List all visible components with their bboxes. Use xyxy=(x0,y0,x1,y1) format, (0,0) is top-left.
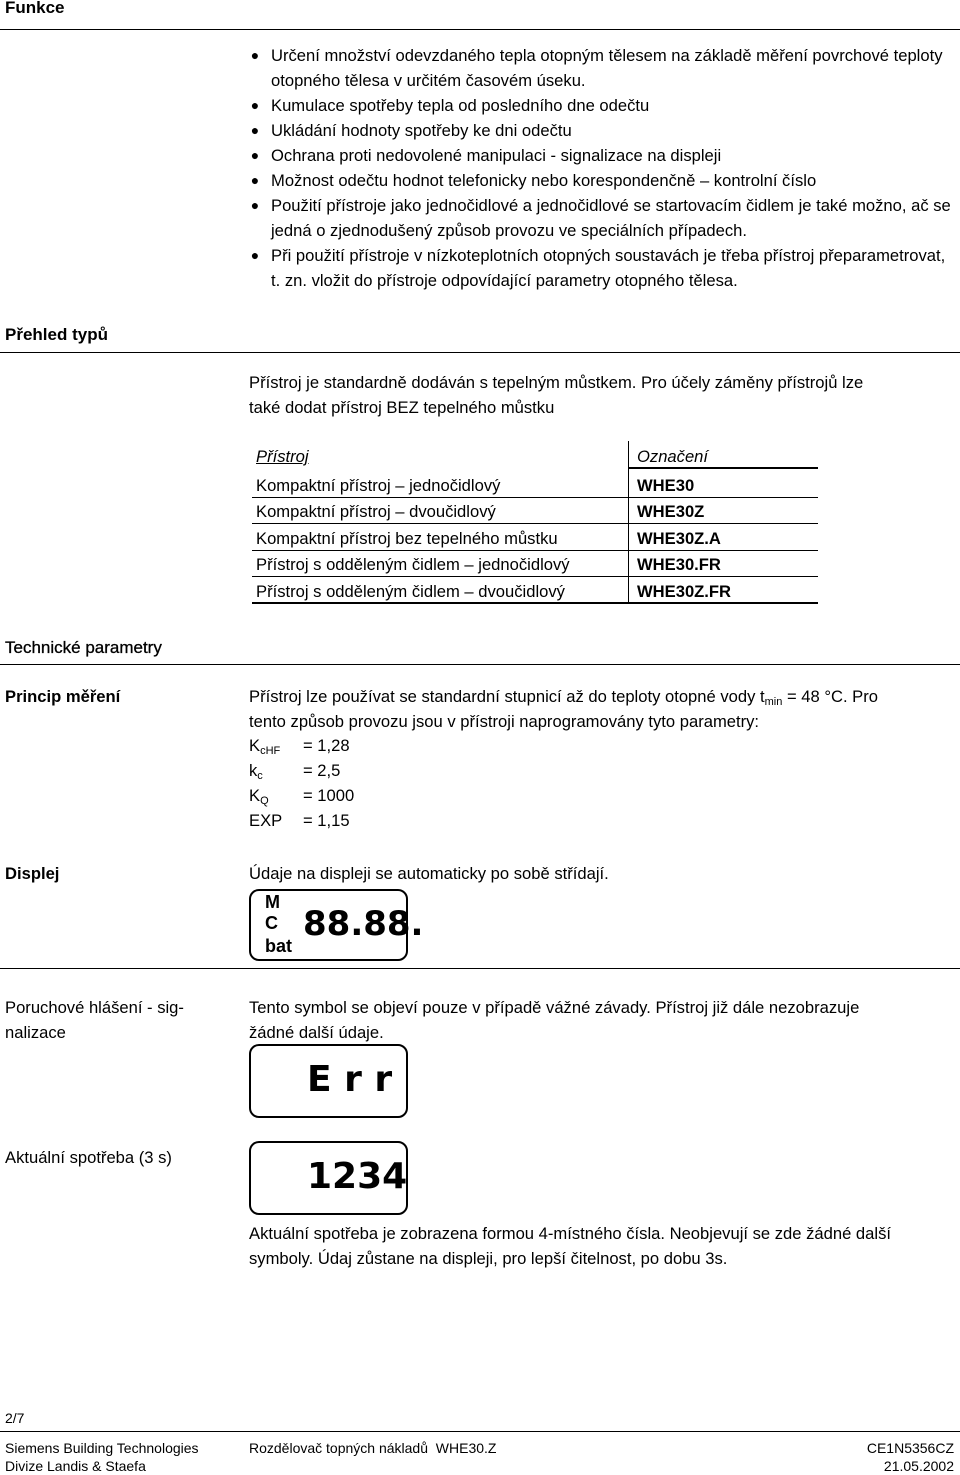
lcd-display-consumption xyxy=(249,1141,408,1215)
footer-divider xyxy=(0,1431,960,1432)
section-technicke-heading: Technické parametry xyxy=(5,638,162,657)
list-item-text: Určení množství odevzdaného tepla otopným tělesem na základě měření povrchové teploty otopného tělesa v určitém časovém úseku. xyxy=(271,46,943,90)
footer-doc-id: CE1N5356CZ xyxy=(866,1440,954,1456)
princip-text-1a: Přístroj lze používat se standardní stupnicí až do teploty otopné vody t xyxy=(249,687,765,706)
funkce-list xyxy=(250,43,955,293)
bullet-icon: ● xyxy=(250,122,260,138)
porucha-label-line-2: nalizace xyxy=(5,1023,66,1042)
list-item xyxy=(250,118,955,143)
bullet-icon: ● xyxy=(250,247,260,263)
table-cell-device: Kompaktní přístroj bez tepelného můstku xyxy=(256,529,558,548)
list-item-text: Použití přístroje jako jednočidlové a jednočidlové se startovacím čidlem je také možno, ač se jedná o zjednodušený způsob provozu ve speciálních případech. xyxy=(271,196,951,240)
table-cell-code: WHE30.FR xyxy=(637,555,721,574)
lcd-indicator-c: C xyxy=(265,913,278,933)
section-prehled-heading: Přehled typů xyxy=(5,325,108,344)
table-cell-code: WHE30 xyxy=(637,476,695,495)
table-cell-device: Kompaktní přístroj – jednočidlový xyxy=(256,476,501,495)
porucha-text-line-1: Tento symbol se objeví pouze v případě vážné závady. Přístroj již dále nezobrazuje xyxy=(249,998,860,1017)
footer-date: 21.05.2002 xyxy=(883,1458,954,1474)
table-header-rule xyxy=(628,467,818,469)
param-symbol: k xyxy=(249,761,258,780)
spotreba-text-line-2: symboly. Údaj zůstane na displeji, pro lepší čitelnost, po dobu 3s. xyxy=(249,1249,728,1268)
section-divider xyxy=(0,664,960,665)
bullet-icon: ● xyxy=(250,47,260,63)
spotreba-label: Aktuální spotřeba (3 s) xyxy=(5,1148,172,1167)
lcd-error-text: E r r xyxy=(307,1059,393,1100)
displej-label: Displej xyxy=(5,864,60,883)
footer-product: Rozdělovač topných nákladů WHE30.Z xyxy=(249,1440,497,1456)
table-cell-device: Přístroj s odděleným čidlem – dvoučidlový xyxy=(256,582,565,601)
param-subscript: c xyxy=(257,770,263,782)
list-item-text: Kumulace spotřeby tepla od posledního dne odečtu xyxy=(271,96,650,115)
princip-text-sub: min xyxy=(764,696,783,708)
list-item-text: Možnost odečtu hodnot telefonicky nebo korespondenčně – kontrolní číslo xyxy=(271,171,817,190)
list-item xyxy=(250,168,955,193)
list-item xyxy=(250,143,955,168)
princip-text-1b: = 48 °C. Pro xyxy=(782,687,879,706)
lcd-consumption-value: 1234 xyxy=(307,1156,408,1197)
param-name xyxy=(249,761,263,782)
table-row-rule xyxy=(252,576,818,577)
table-cell-code: WHE30Z.FR xyxy=(637,582,732,601)
param-value: = 1000 xyxy=(303,786,355,805)
param-symbol: K xyxy=(249,736,261,755)
list-item xyxy=(250,193,955,243)
porucha-label-line-1: Poruchové hlášení - sig- xyxy=(5,998,184,1017)
param-subscript: Q xyxy=(260,795,269,807)
table-row-rule xyxy=(252,523,818,524)
param-name xyxy=(249,811,282,831)
param-name xyxy=(249,786,269,807)
bullet-icon: ● xyxy=(250,172,260,188)
section-divider xyxy=(0,968,960,969)
param-value: = 2,5 xyxy=(303,761,341,780)
table-cell-device: Kompaktní přístroj – dvoučidlový xyxy=(256,502,496,521)
param-subscript: cHF xyxy=(260,745,281,757)
param-value: = 1,28 xyxy=(303,736,350,755)
displej-text: Údaje na displeji se automaticky po sobě střídají. xyxy=(249,864,609,883)
table-row-rule xyxy=(252,497,818,498)
footer-division: Divize Landis & Staefa xyxy=(5,1458,146,1474)
footer-company: Siemens Building Technologies xyxy=(5,1440,199,1456)
lcd-display-all-segments xyxy=(249,889,424,961)
table-cell-device: Přístroj s odděleným čidlem – jednočidlový xyxy=(256,555,570,574)
param-symbol: K xyxy=(249,786,261,805)
princip-text-line-2: tento způsob provozu jsou v přístroji naprogramovány tyto parametry: xyxy=(249,712,760,731)
list-item-text: Ochrana proti nedovolené manipulaci - signalizace na displeji xyxy=(271,146,722,165)
section-divider xyxy=(0,29,960,30)
list-item-text: Při použití přístroje v nízkoteplotních otopných soustavách je třeba přístroj přeparametrovat, t. zn. vložit do přístroje odpovídající parametry otopného tělesa. xyxy=(271,246,946,290)
lcd-digits: 88.88. xyxy=(303,904,424,944)
table-cell-code: WHE30Z xyxy=(637,502,705,521)
princip-label: Princip měření xyxy=(5,687,121,706)
lcd-indicator-bat: bat xyxy=(265,936,292,956)
param-symbol: EXP xyxy=(249,811,283,830)
param-value: = 1,15 xyxy=(303,811,350,830)
page-number: 2/7 xyxy=(5,1410,25,1426)
table-header-device: Přístroj xyxy=(256,447,309,466)
table-header-code: Označení xyxy=(637,447,709,466)
lcd-display-error xyxy=(249,1044,408,1118)
porucha-text-line-2: žádné další údaje. xyxy=(249,1023,384,1042)
list-item xyxy=(250,93,955,118)
prehled-text-line-2: také dodat přístroj BEZ tepelného můstku xyxy=(249,398,555,417)
section-funkce-heading: Funkce xyxy=(5,0,65,17)
table-row-rule xyxy=(252,550,818,551)
list-item xyxy=(250,243,955,293)
table-column-divider xyxy=(628,441,629,603)
spotreba-text-line-1: Aktuální spotřeba je zobrazena formou 4-místného čísla. Neobjevují se zde žádné další xyxy=(249,1224,891,1243)
bullet-icon: ● xyxy=(250,197,260,213)
bullet-icon: ● xyxy=(250,147,260,163)
section-divider xyxy=(0,352,960,353)
prehled-text-line-1: Přístroj je standardně dodáván s tepelným můstkem. Pro účely záměny přístrojů lze xyxy=(249,373,864,392)
table-cell-code: WHE30Z.A xyxy=(637,529,721,548)
lcd-indicator-m: M xyxy=(265,892,280,912)
param-name xyxy=(249,736,280,757)
list-item-text: Ukládání hodnoty spotřeby ke dni odečtu xyxy=(271,121,572,140)
table-bottom-rule xyxy=(252,602,818,604)
list-item xyxy=(250,43,955,93)
bullet-icon: ● xyxy=(250,97,260,113)
